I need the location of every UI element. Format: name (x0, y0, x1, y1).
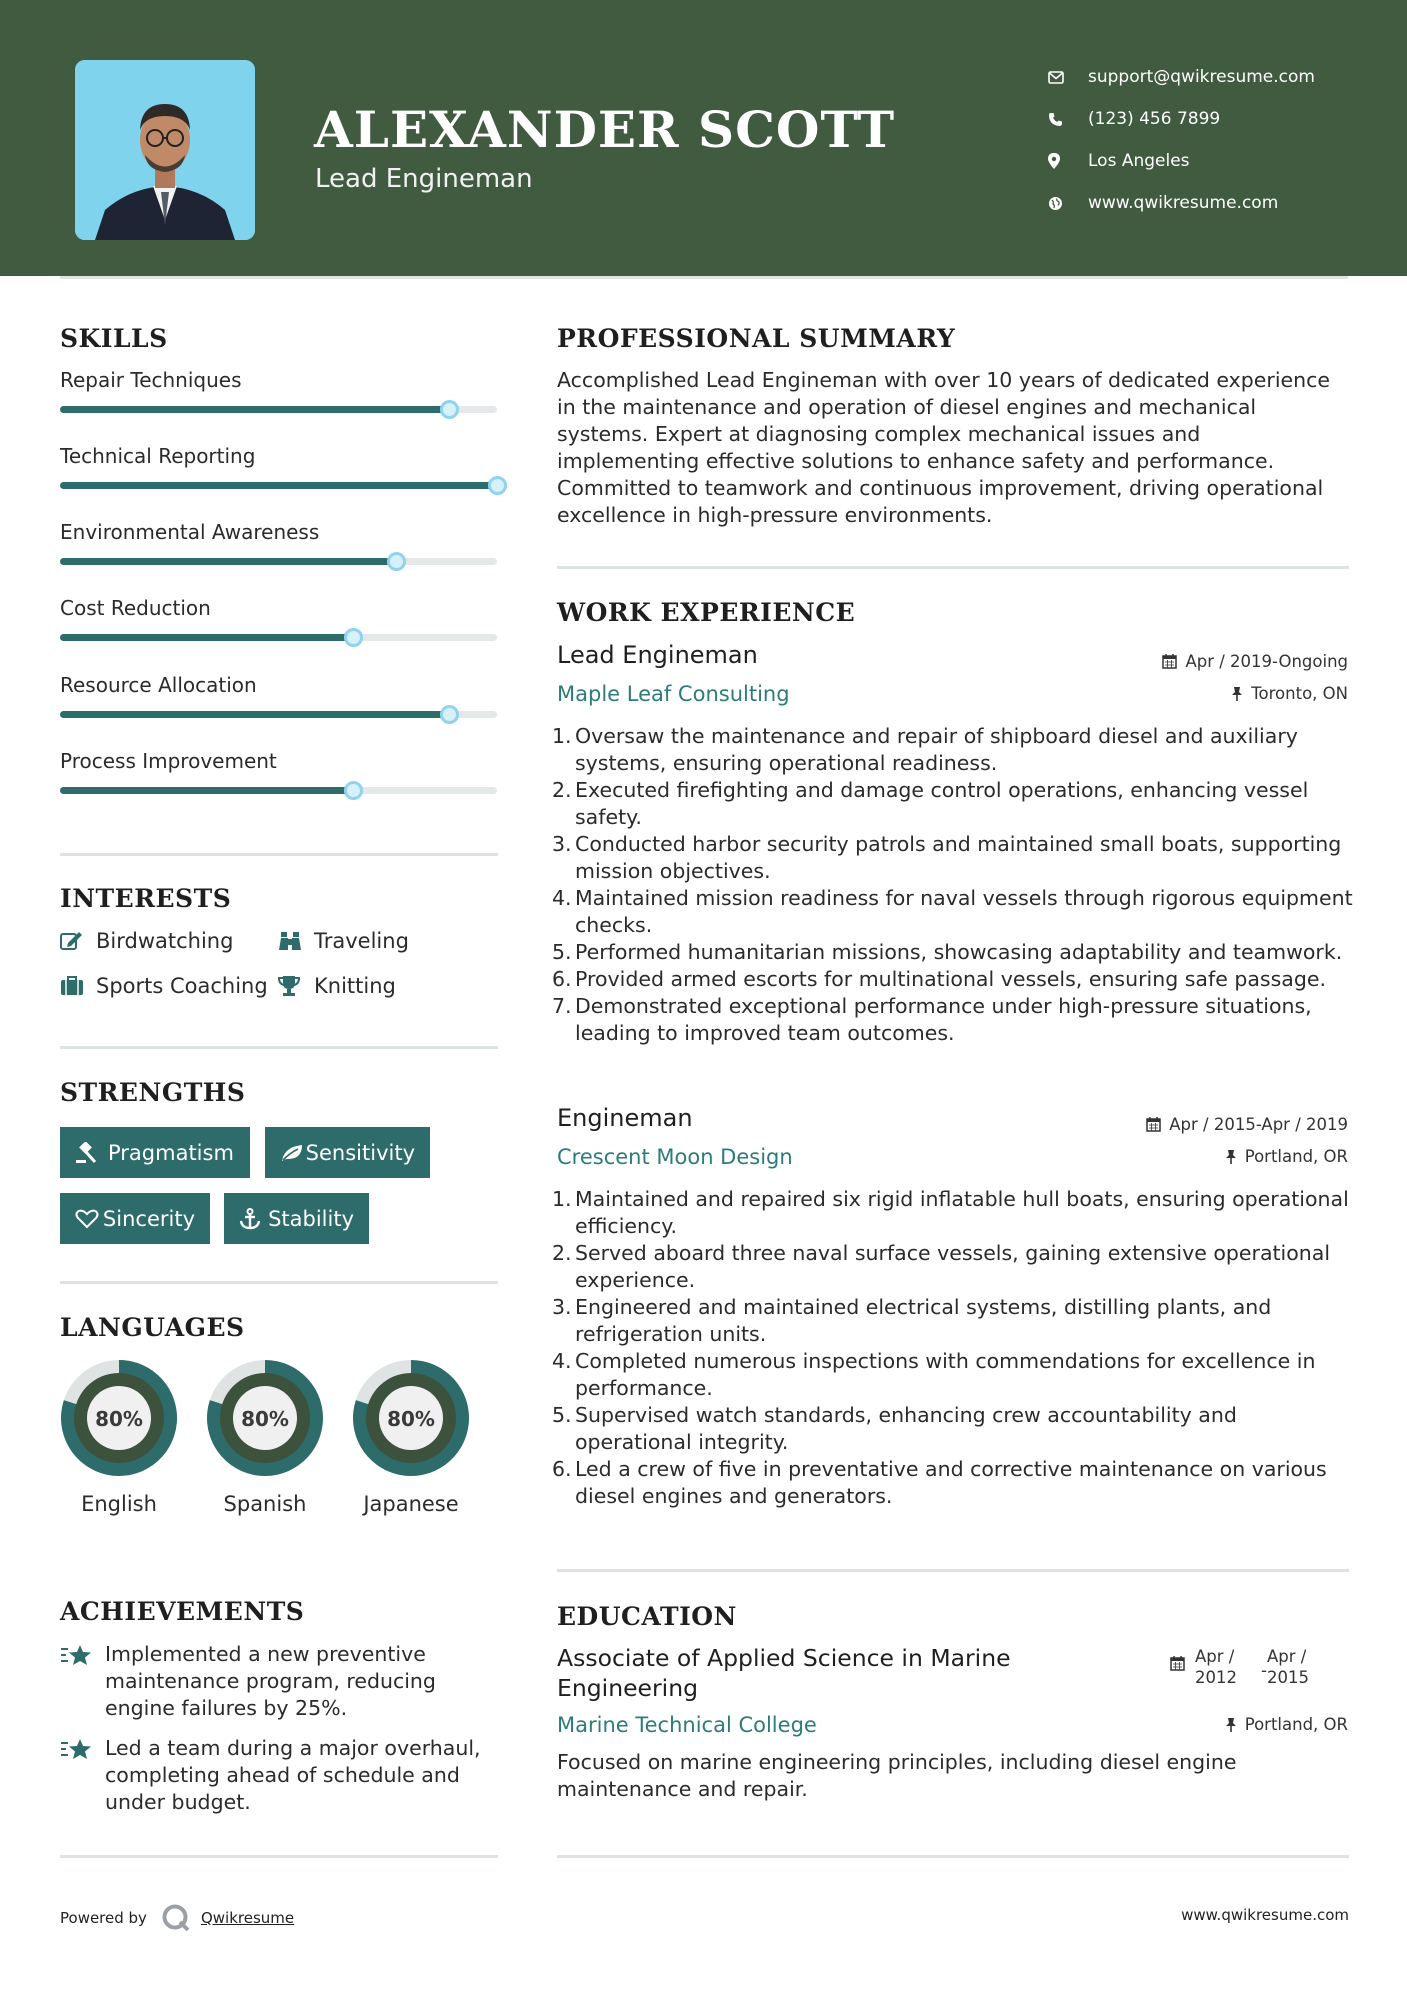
language-gauge (57, 1356, 181, 1480)
interest-label: Knitting (314, 974, 396, 998)
skill-item (60, 673, 498, 697)
pushpin-icon (1225, 1717, 1237, 1733)
resume-header (0, 0, 1407, 276)
job-duty: 1. Oversaw the maintenance and repair of shipboard diesel and auxiliary systems, ensuring operational readiness. (552, 724, 1298, 775)
trophy-icon (278, 975, 314, 997)
phone-icon (1048, 112, 1088, 127)
school-name: Marine Technical College (557, 1713, 817, 1737)
education-heading: EDUCATION (557, 1602, 737, 1631)
achievement-text: Led a team during a major overhaul, completing ahead of schedule and under budget. (105, 1736, 481, 1814)
language-percent: 80% (241, 1407, 289, 1431)
skill-item (60, 749, 498, 773)
language-gauge (203, 1356, 327, 1480)
job-dates (1146, 1115, 1348, 1134)
job-duty: 1. Maintained and repaired six rigid inflatable hull boats, ensuring operational efficiency. (552, 1187, 1349, 1238)
skill-name: Technical Reporting (60, 444, 256, 468)
job-duty: 4. Maintained mission readiness for naval vessels through rigorous equipment checks. (552, 886, 1353, 937)
skill-bar (60, 558, 497, 565)
language-gauge (349, 1356, 473, 1480)
header-divider (60, 276, 1348, 279)
pushpin-icon (1231, 686, 1243, 702)
footer-powered-by (60, 1903, 294, 1933)
contact-website[interactable] (1048, 182, 1315, 224)
education-location-text: Portland, OR (1244, 1715, 1348, 1734)
section-divider (557, 1855, 1349, 1858)
job-duty: 6. Led a crew of five in preventative and corrective maintenance on various diesel engines and generators. (552, 1457, 1327, 1508)
strength-label: Sensitivity (305, 1140, 415, 1165)
skills-heading: SKILLS (60, 324, 168, 353)
skill-bar-fill (60, 482, 497, 489)
skill-bar-fill (60, 406, 449, 413)
job-duty: 2. Executed firefighting and damage control operations, enhancing vessel safety. (552, 778, 1309, 829)
summary-text: Accomplished Lead Engineman with over 10 years of dedicated experience in the maintenance and operation of diesel engines and mechanical systems. Expert at diagnosing complex mechanical issues and implementing effective solutions to enhance safety and performance. Committed to teamwork and continuous improvement, driving operational excellence in high-pressure environments. (557, 368, 1331, 527)
contact-location (1048, 140, 1315, 182)
envelope-icon (1048, 71, 1088, 84)
skill-item (60, 596, 498, 620)
calendar-icon (1146, 1117, 1161, 1132)
job-dates (1162, 652, 1348, 671)
section-divider (557, 566, 1349, 569)
profile-photo (75, 60, 255, 240)
map-marker-icon (1048, 153, 1088, 169)
job-title: Engineman (557, 1104, 693, 1132)
achievements-heading: ACHIEVEMENTS (60, 1597, 305, 1626)
binoculars-icon (278, 930, 314, 952)
skill-bar (60, 406, 497, 413)
education-start: Apr / 2012 (1195, 1647, 1237, 1687)
calendar-icon (1170, 1646, 1185, 1671)
education-description: Focused on marine engineering principles, including diesel engine maintenance and repair. (557, 1750, 1237, 1801)
job-company: Maple Leaf Consulting (557, 682, 790, 706)
skill-item (60, 368, 498, 392)
date-separator: - (1261, 1661, 1267, 1680)
skill-bar-knob (344, 781, 363, 800)
language-label: Japanese (363, 1492, 459, 1516)
skill-bar-knob (440, 400, 459, 419)
section-divider (60, 1281, 498, 1284)
job-location-text: Toronto, ON (1251, 684, 1348, 703)
leaf-icon (280, 1143, 306, 1163)
language-percent: 80% (387, 1407, 435, 1431)
section-divider (60, 853, 498, 856)
skill-bar-knob (488, 476, 507, 495)
skill-bar (60, 634, 497, 641)
language-item (203, 1356, 327, 1516)
powered-by-text: Powered by (60, 1909, 147, 1927)
contact-website-text: www.qwikresume.com (1088, 193, 1279, 213)
education-end: Apr / 2015 (1267, 1647, 1309, 1687)
qwikresume-logo-icon (161, 1903, 191, 1933)
job-duty: 5. Performed humanitarian missions, showcasing adaptability and teamwork. (552, 940, 1343, 964)
interest-item (278, 974, 396, 998)
language-item (349, 1356, 473, 1516)
skill-bar-knob (344, 628, 363, 647)
strength-badge (60, 1193, 210, 1244)
interest-item (278, 929, 409, 953)
section-divider (557, 1569, 1349, 1572)
job-duty: 4. Completed numerous inspections with commendations for excellence in performance. (552, 1349, 1316, 1400)
skill-name: Resource Allocation (60, 673, 257, 697)
job-location (1231, 684, 1348, 703)
interest-label: Traveling (314, 929, 409, 953)
job-duty: 6. Provided armed escorts for multinational vessels, ensuring safe passage. (552, 967, 1326, 991)
skill-bar (60, 482, 497, 489)
qwikresume-link[interactable]: Qwikresume (200, 1909, 295, 1927)
strength-badge (60, 1127, 250, 1178)
strength-label: Sincerity (102, 1206, 195, 1231)
language-percent: 80% (95, 1407, 143, 1431)
strengths-heading: STRENGTHS (60, 1078, 246, 1107)
work-heading: WORK EXPERIENCE (557, 598, 856, 627)
strength-label: Pragmatism (108, 1140, 234, 1165)
contact-phone-text: (123) 456 7899 (1088, 109, 1221, 129)
interest-item (60, 974, 268, 998)
job-duty: 3. Conducted harbor security patrols and maintained small boats, supporting mission objectives. (552, 832, 1342, 883)
job-duty: 5. Supervised watch standards, enhancing crew accountability and operational integrity. (552, 1403, 1237, 1454)
anchor-icon (239, 1208, 268, 1230)
section-divider (60, 1046, 498, 1049)
skill-name: Process Improvement (60, 749, 277, 773)
job-title: Lead Engineman (557, 641, 758, 669)
summary-heading: PROFESSIONAL SUMMARY (557, 324, 956, 353)
contact-list (1048, 56, 1315, 224)
job-dates-text: Apr / 2019-Ongoing (1185, 652, 1348, 671)
skill-bar (60, 711, 497, 718)
skill-bar (60, 787, 497, 794)
languages-heading: LANGUAGES (60, 1313, 245, 1342)
skill-bar-fill (60, 558, 396, 565)
education-dates (1170, 1646, 1309, 1688)
star-list-icon (60, 1735, 105, 1816)
skill-name: Repair Techniques (60, 368, 242, 392)
gavel-icon (75, 1142, 108, 1164)
interest-item (60, 929, 233, 953)
job-duty: 7. Demonstrated exceptional performance under high-pressure situations, leading to improved team outcomes. (552, 994, 1312, 1045)
skill-bar-fill (60, 787, 353, 794)
candidate-role: Lead Engineman (315, 164, 533, 194)
language-label: Spanish (223, 1492, 307, 1516)
language-item (57, 1356, 181, 1516)
star-list-icon (60, 1641, 105, 1722)
job-location (1225, 1147, 1348, 1166)
footer-website[interactable]: www.qwikresume.com (1181, 1906, 1349, 1924)
strength-label: Stability (268, 1206, 354, 1231)
job-duty: 2. Served aboard three naval surface vessels, gaining extensive operational experience. (552, 1241, 1331, 1292)
skill-name: Environmental Awareness (60, 520, 320, 544)
heart-icon (75, 1209, 103, 1229)
interest-label: Birdwatching (96, 929, 234, 953)
calendar-icon (1162, 654, 1177, 669)
strength-badge (265, 1127, 430, 1178)
briefcase-icon (60, 976, 96, 996)
globe-icon (1048, 196, 1088, 211)
job-dates-text: Apr / 2015-Apr / 2019 (1169, 1115, 1348, 1134)
language-label: English (81, 1492, 157, 1516)
achievement-text: Implemented a new preventive maintenance program, reducing engine failures by 25%. (105, 1642, 436, 1720)
degree-title: Associate of Applied Science in Marine Engineering (557, 1644, 1011, 1702)
candidate-name: ALEXANDER SCOTT (314, 100, 896, 159)
contact-email-text: support@qwikresume.com (1088, 67, 1315, 87)
pushpin-icon (1225, 1149, 1237, 1165)
skill-bar-fill (60, 634, 353, 641)
edit-icon (60, 931, 96, 951)
skill-bar-fill (60, 711, 449, 718)
job-duties (552, 723, 1353, 1047)
contact-location-text: Los Angeles (1088, 151, 1190, 171)
skill-item (60, 444, 498, 468)
job-company: Crescent Moon Design (557, 1145, 793, 1169)
section-divider (60, 1855, 498, 1858)
contact-email[interactable] (1048, 56, 1315, 98)
skill-name: Cost Reduction (60, 596, 211, 620)
contact-phone[interactable] (1048, 98, 1315, 140)
achievement-item (60, 1641, 500, 1722)
job-duty: 3. Engineered and maintained electrical systems, distilling plants, and refrigeration units. (552, 1295, 1272, 1346)
strength-badge (224, 1193, 369, 1244)
skill-bar-knob (387, 552, 406, 571)
interest-label: Sports Coaching (96, 974, 268, 998)
job-duties (552, 1186, 1353, 1510)
education-location (1225, 1715, 1348, 1734)
skill-bar-knob (440, 705, 459, 724)
interests-heading: INTERESTS (60, 884, 232, 913)
achievement-item (60, 1735, 500, 1816)
skill-item (60, 520, 498, 544)
job-location-text: Portland, OR (1244, 1147, 1348, 1166)
